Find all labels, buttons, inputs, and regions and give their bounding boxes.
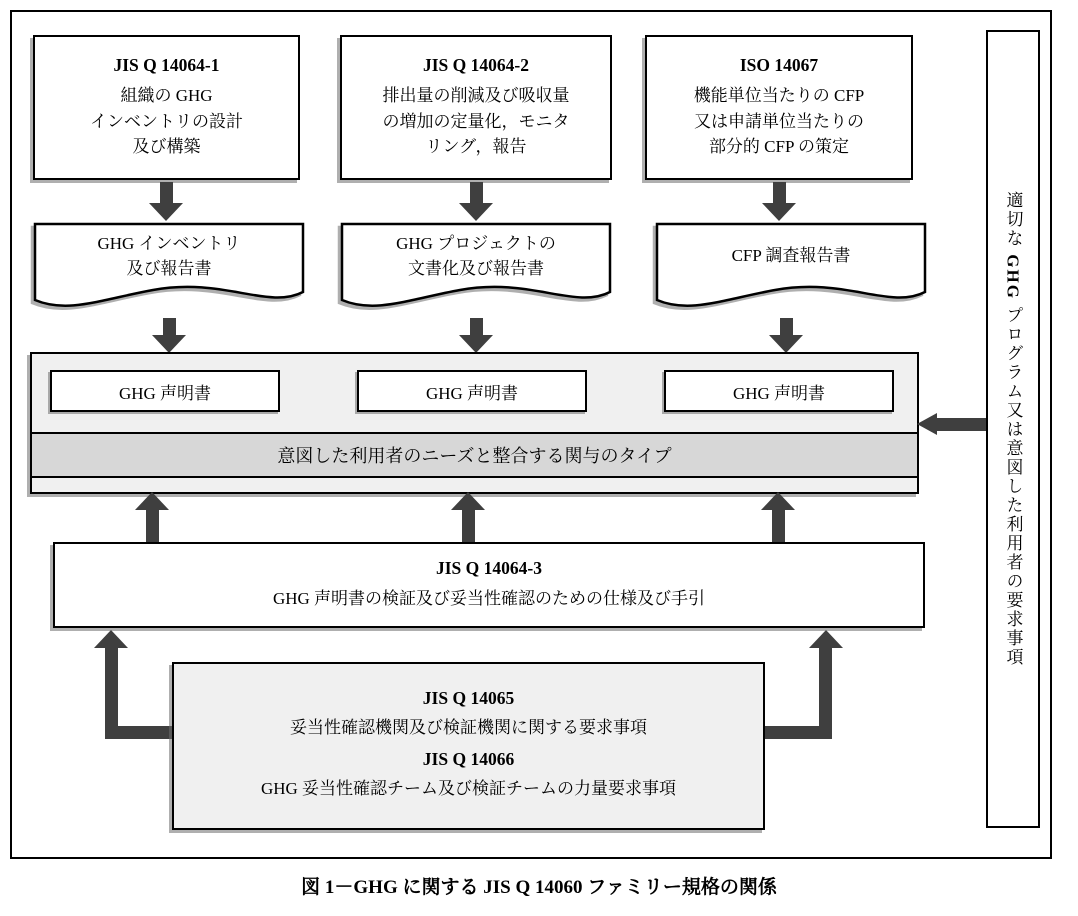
standard-box-jis-q-14064-2 [340,35,612,180]
arrow-down-icon [780,318,793,335]
document-line: CFP 調査報告書 [731,246,851,266]
sidebar-vertical-text [1005,191,1022,667]
arrow-down-icon [470,318,483,335]
sidebar-text-before: 適切な [1003,190,1023,255]
arrow-up-icon [146,510,159,542]
arrow-down-icon [762,203,796,221]
ghg-statement-box [357,370,587,412]
arrow-up-icon [462,510,475,542]
sidebar-text-after: プログラム又は意図した利用者の要求事項 [1003,299,1023,668]
ghg-statement-box [50,370,280,412]
standard-description-line: リング，報告 [425,137,527,157]
standard-description-line: インベントリの設計 [90,111,243,131]
standard-description-line: GHG 妥当性確認チーム及び検証チームの力量要求事項 [260,779,677,798]
standard-title: JIS Q 14064-1 [113,55,220,76]
ghg-statement-box [664,370,894,412]
sidebar-text-bold: GHG [1003,254,1023,300]
standard-description-line: 妥当性確認機関及び検証機関に関する要求事項 [290,717,647,737]
arrow-up-icon [761,492,795,510]
document-line: GHG プロジェクトの [396,233,556,253]
ghg-statements-band [30,352,919,494]
standard-description-line: の増加の定量化，モニタ [382,111,570,131]
bodies-requirements-box [172,662,765,830]
standard-description-line: 及び構築 [132,137,201,157]
standard-title: JIS Q 14064-3 [436,558,542,579]
elbow-connector-right [764,726,832,739]
engagement-type-strip [32,432,917,478]
standard-box-iso-14067 [645,35,913,180]
document-line: 文書化及び報告書 [408,259,544,279]
arrow-left-icon [917,413,937,435]
arrow-left-icon [937,418,988,431]
arrow-down-icon [470,182,483,203]
document-shape-ghg-project-report [340,222,612,317]
arrow-up-icon [135,492,169,510]
standard-description-line: 部分的 CFP の策定 [708,137,850,157]
arrow-down-icon [149,203,183,221]
figure-caption: 図 1－GHG に関する JIS Q 14060 ファミリー規格の関係 [301,877,777,898]
ghg-statement-label: GHG 声明書 [118,383,212,403]
arrow-up-icon [451,492,485,510]
standard-title: JIS Q 14064-2 [423,55,529,76]
standard-description-line: 組織の GHG [120,86,213,106]
document-shape-ghg-inventory-report [33,222,305,317]
arrow-up-icon [94,630,128,648]
standard-description-line: GHG 声明書の検証及び妥当性確認のための仕様及び手引 [272,589,706,609]
arrow-down-icon [160,182,173,203]
standard-title: JIS Q 14066 [422,749,515,769]
engagement-type-label: 意図した利用者のニーズと整合する関与のタイプ [277,446,672,466]
ghg-statement-label: GHG 声明書 [732,383,826,403]
elbow-connector-left [105,726,173,739]
ghg-programme-sidebar [986,30,1040,828]
arrow-down-icon [773,182,786,203]
arrow-down-icon [459,203,493,221]
ghg-statement-label: GHG 声明書 [425,383,519,403]
arrow-down-icon [459,335,493,353]
standard-box-jis-q-14064-1 [33,35,300,180]
document-shape-cfp-study-report [655,222,927,317]
standard-title: JIS Q 14065 [422,687,515,708]
arrow-up-icon [772,510,785,542]
standard-description-line: 機能単位当たりの CFP [693,86,865,106]
arrow-down-icon [163,318,176,335]
verification-standard-box [53,542,925,628]
standard-description-line: 排出量の削減及び吸収量 [382,86,570,106]
standard-title: ISO 14067 [739,55,819,76]
document-line: 及び報告書 [126,259,212,279]
arrow-down-icon [152,335,186,353]
arrow-up-icon [809,630,843,648]
standard-description-line: 又は申請単位当たりの [694,111,864,131]
document-line: GHG インベントリ [97,233,241,253]
arrow-down-icon [769,335,803,353]
